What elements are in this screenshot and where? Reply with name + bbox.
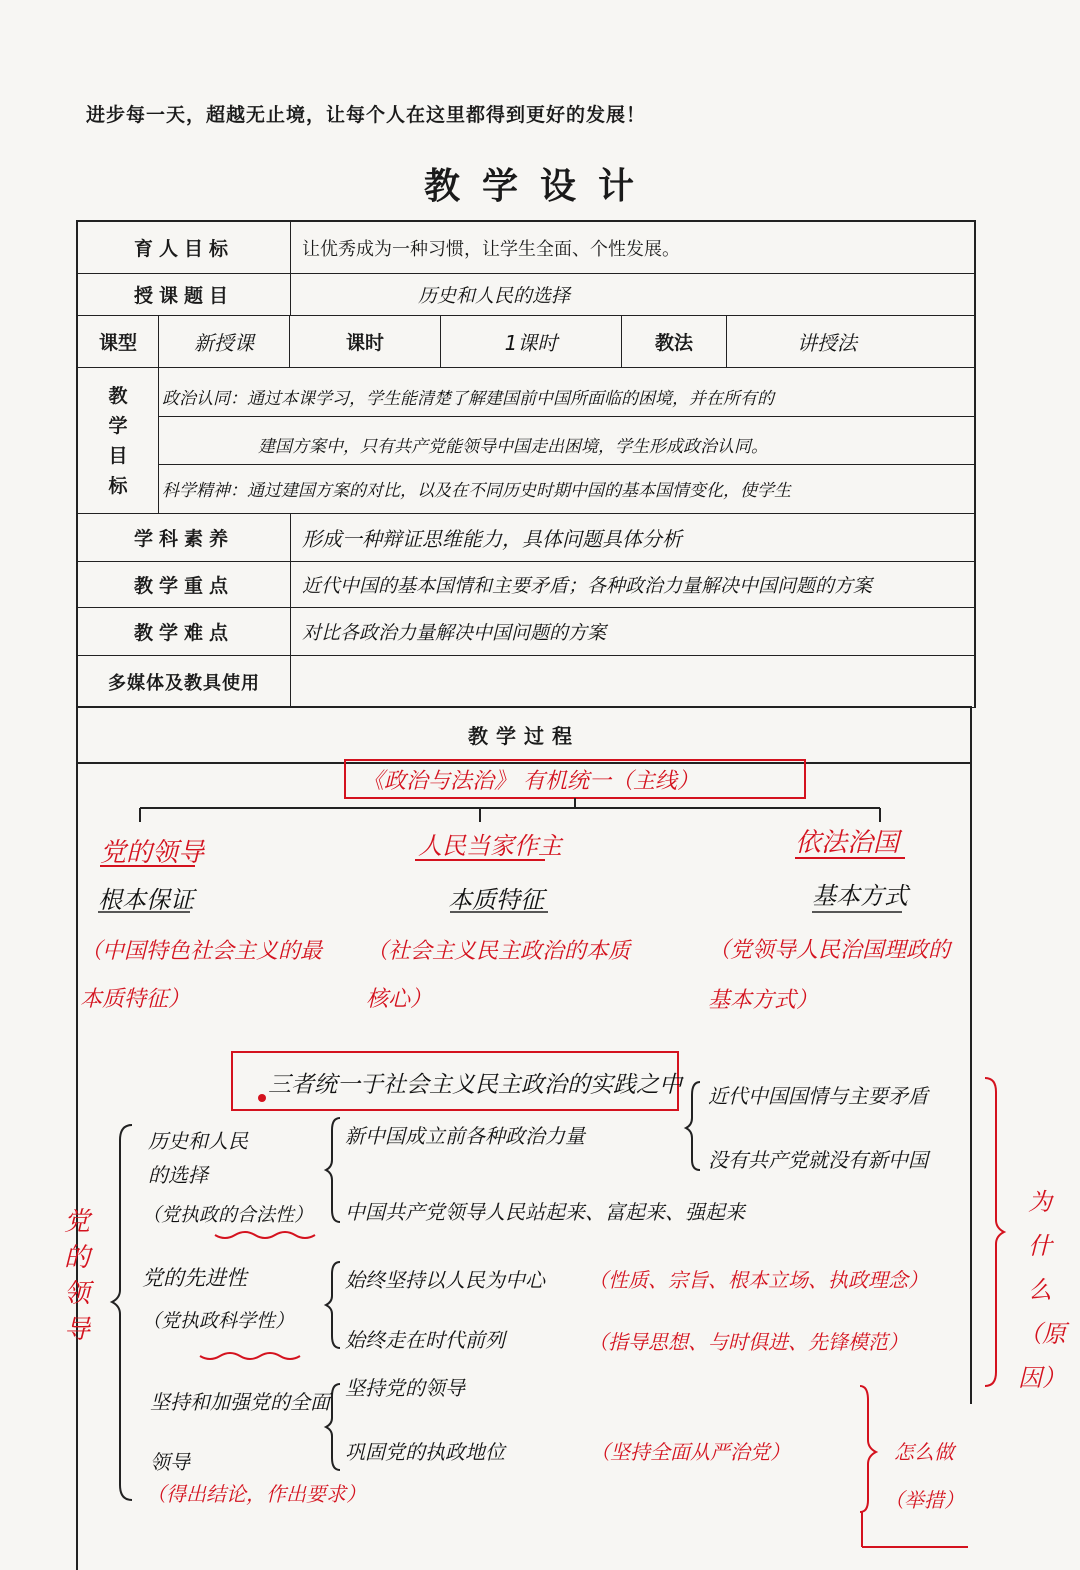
branch-1-sub: 根本保证: [98, 886, 194, 914]
method-label: 教法: [622, 316, 727, 367]
row3-item-2: 巩固党的执政地位: [345, 1440, 505, 1464]
objectives-label: 教 学 目 标: [78, 368, 159, 513]
row3-item-1: 坚持党的领导: [345, 1376, 465, 1400]
process-heading: 教学过程: [76, 706, 972, 764]
row3-left-note: （得出结论，作出要求）: [146, 1482, 366, 1506]
branch-3-title: 依法治国: [795, 828, 900, 858]
row2-left-note: （党执政科学性）: [142, 1310, 295, 1332]
branch-2-sub: 本质特征: [448, 886, 544, 914]
topic-value: 历史和人民的选择: [418, 285, 571, 307]
right-top-1: 近代中国国情与主要矛盾: [708, 1084, 928, 1108]
main-line: 《政治与法治》 有机统一（主线）: [362, 769, 699, 794]
row3-left: 坚持和加强党的全面领导: [150, 1390, 330, 1474]
hours-value: 1课时: [441, 316, 622, 367]
right-top-2: 没有共产党就没有新中国: [708, 1148, 928, 1172]
row2-note-1: （性质、宗旨、根本立场、执政理念）: [588, 1268, 928, 1292]
row2-item-1: 始终坚持以人民为中心: [345, 1268, 545, 1292]
type-label: 课型: [78, 316, 159, 367]
page-title: 教学设计: [423, 165, 656, 207]
literacy-value: 形成一种辩证思维能力，具体问题具体分析: [302, 527, 682, 551]
goal-label: 育人目标: [78, 222, 291, 273]
row2-item-2: 始终走在时代前列: [345, 1328, 505, 1352]
right-how: 怎么做（举措）: [884, 1440, 964, 1512]
difficulty-label: 教学难点: [78, 608, 291, 655]
row2-note-2: （指导思想、与时俱进、先锋模范）: [588, 1330, 908, 1354]
branch-1-note: （中国特色社会主义的最本质特征）: [80, 939, 323, 1012]
branch-2-note: （社会主义民主政治的本质核心）: [366, 939, 631, 1012]
right-why: 为什么（原因）: [1018, 1188, 1066, 1392]
left-vertical-label: 党的领导: [63, 1207, 90, 1345]
keypoint-value: 近代中国的基本国情和主要矛盾；各种政治力量解决中国问题的方案: [302, 575, 873, 597]
row1-left: 历史和人民的选择: [148, 1129, 248, 1187]
unity-statement: 三者统一于社会主义民主政治的实践之中: [268, 1072, 682, 1098]
topic-label: 授课题目: [78, 274, 291, 315]
objectives-line-1: 政治认同：通过本课学习，学生能清楚了解建国前中国所面临的困境，并在所有的: [162, 389, 774, 409]
branch-3-sub: 基本方式: [812, 882, 908, 910]
literacy-label: 学科素养: [78, 514, 291, 561]
branch-3-note: （党领导人民治国理政的基本方式）: [708, 938, 951, 1013]
media-label: 多媒体及教具使用: [78, 656, 291, 707]
row1-left-note: （党执政的合法性）: [142, 1204, 314, 1226]
goal-value: 让优秀成为一种习惯，让学生全面、个性发展。: [302, 238, 680, 260]
method-value: 讲授法: [797, 331, 857, 355]
branch-2-title: 人民当家作主: [418, 832, 562, 860]
row1-item-1: 新中国成立前各种政治力量: [345, 1124, 585, 1148]
row3-note-1: （坚持全面从严治党）: [590, 1440, 790, 1464]
hours-label: 课时: [290, 316, 441, 367]
type-value: 新授课: [159, 316, 290, 367]
row2-left: 党的先进性: [142, 1266, 247, 1290]
objectives-line-2: 建国方案中，只有共产党能领导中国走出困境，学生形成政治认同。: [258, 437, 768, 457]
row1-item-2: 中国共产党领导人民站起来、富起来、强起来: [345, 1200, 745, 1224]
header-slogan: 进步每一天，超越无止境，让每个人在这里都得到更好的发展！: [86, 104, 647, 126]
difficulty-value: 对比各政治力量解决中国问题的方案: [302, 622, 607, 644]
branch-1-title: 党的领导: [100, 838, 205, 868]
objectives-line-3: 科学精神：通过建国方案的对比，以及在不同历史时期中国的基本国情变化，使学生: [162, 481, 791, 501]
keypoint-label: 教学重点: [78, 562, 291, 607]
